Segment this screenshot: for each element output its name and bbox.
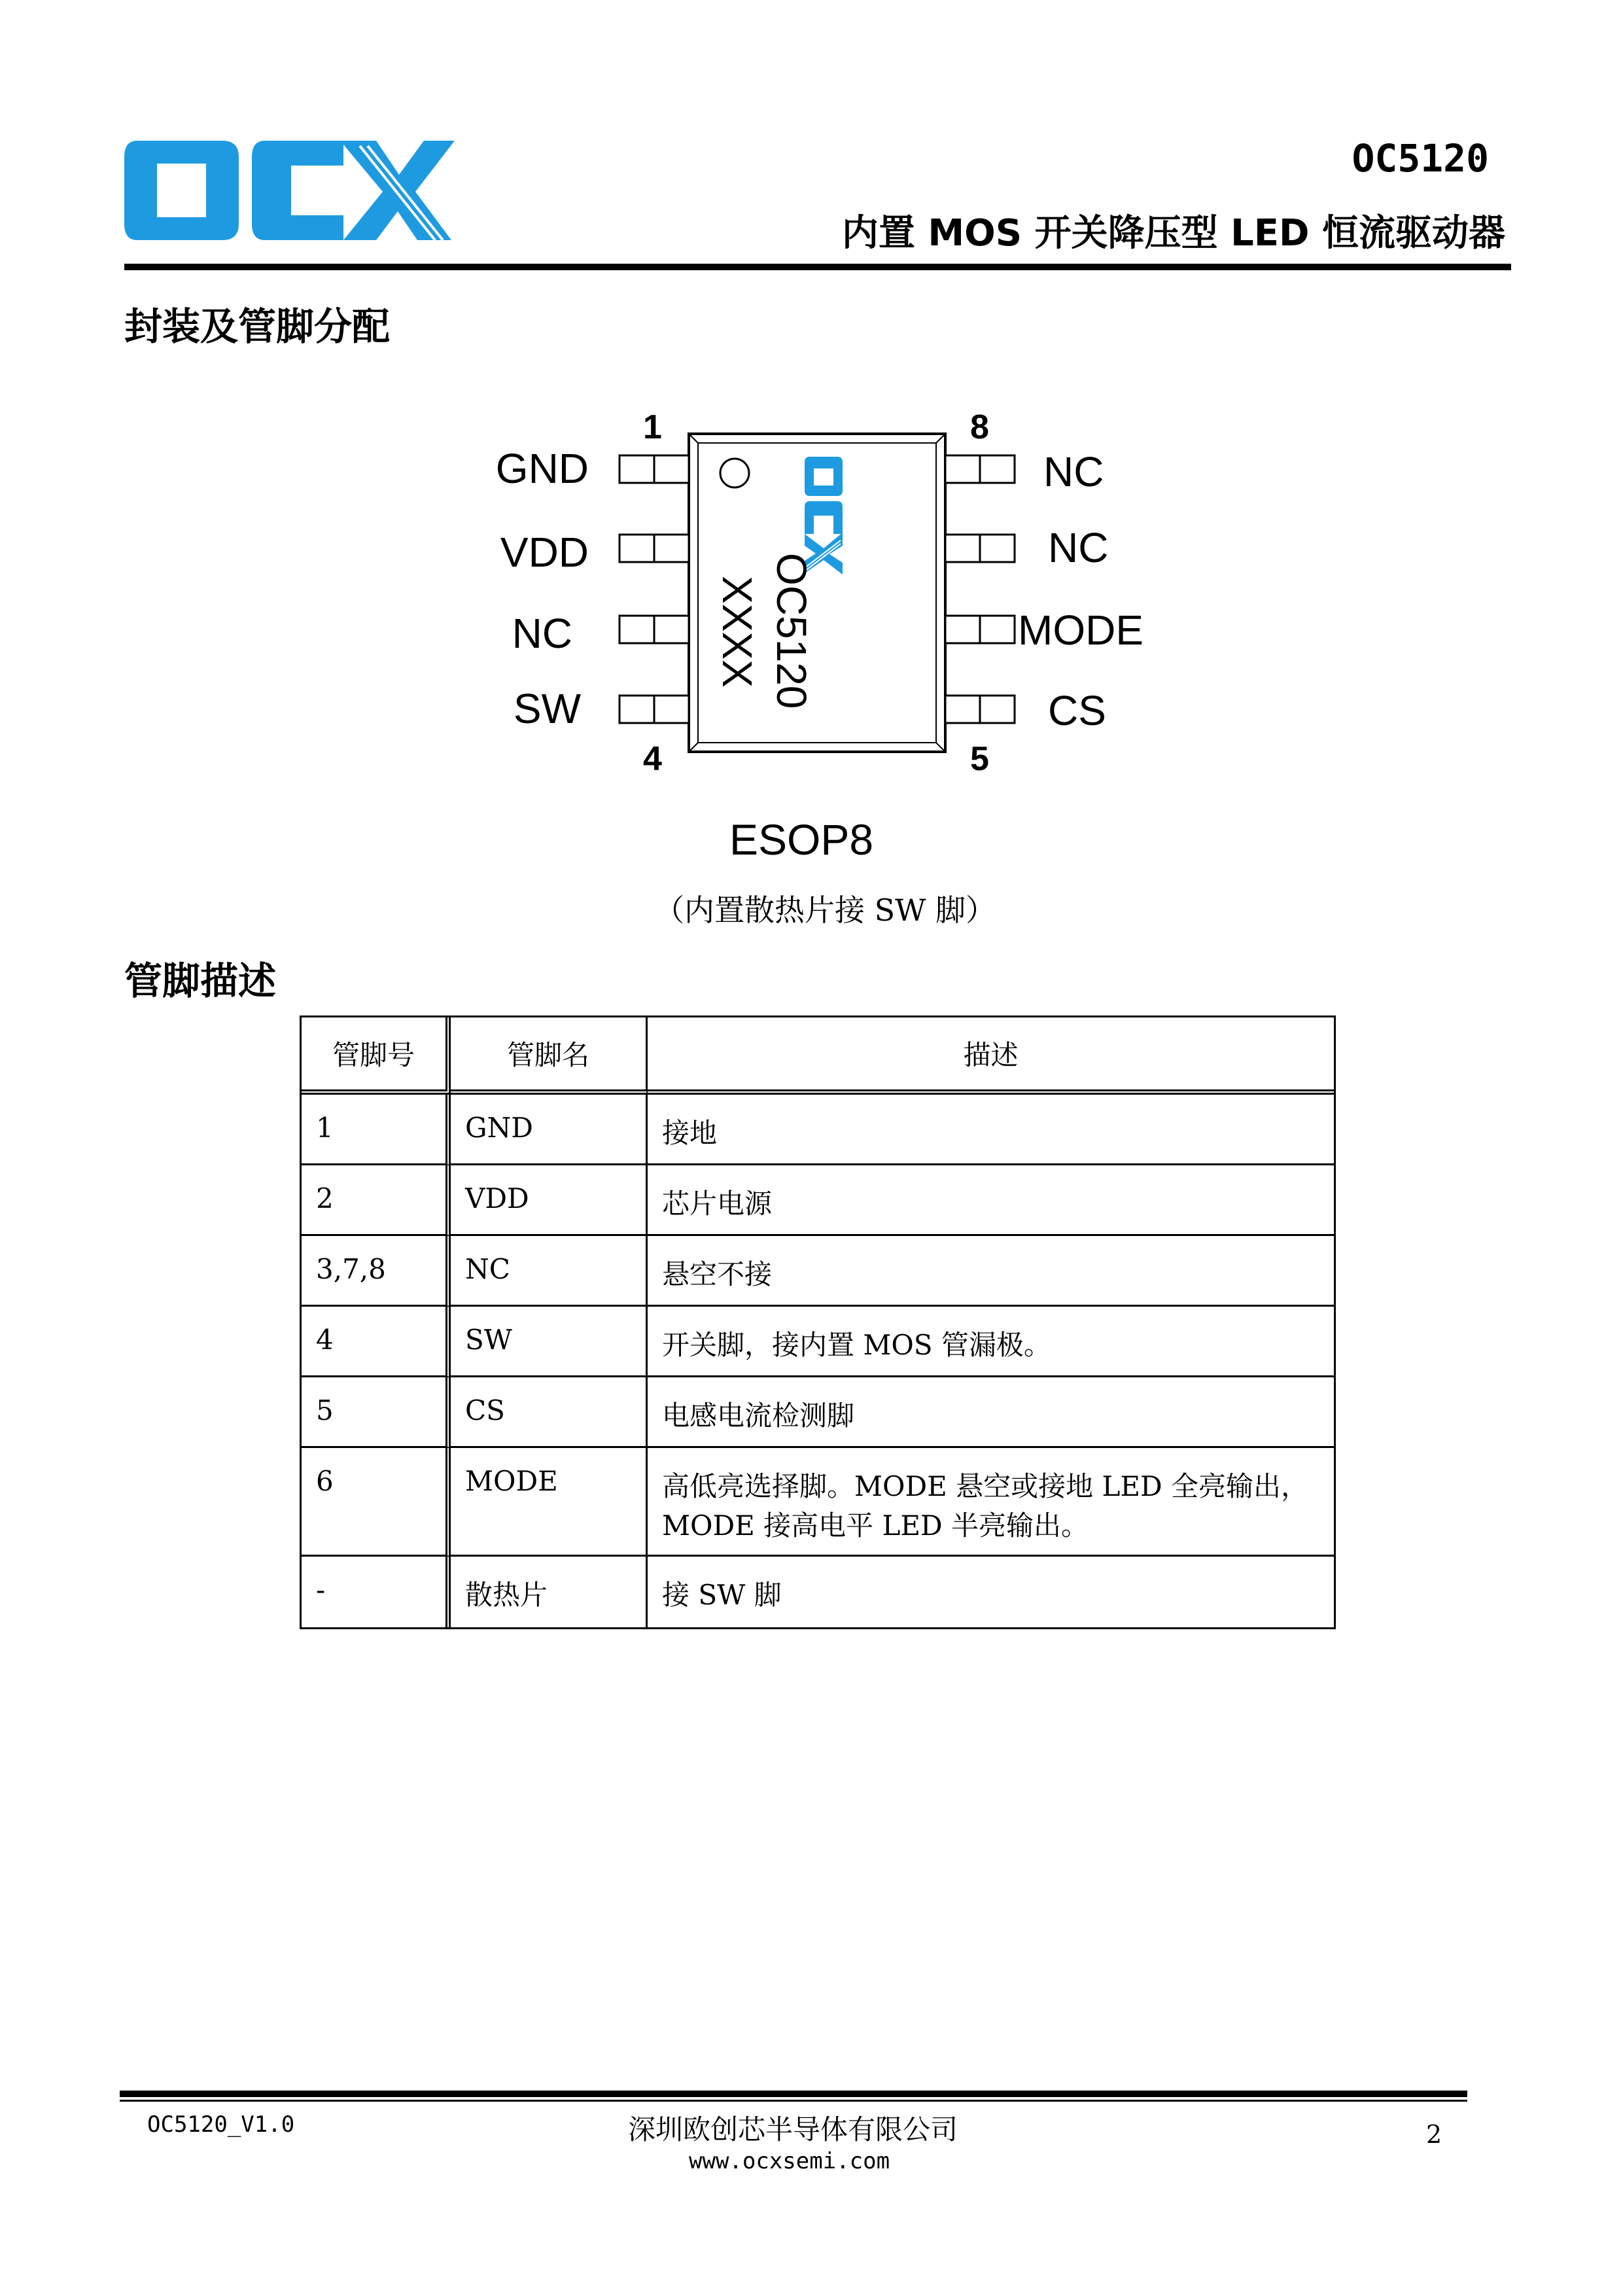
table-row [302, 1165, 1334, 1236]
column-header-description: 描述 [648, 1017, 1334, 1095]
pin-label-vdd: VDD [500, 529, 589, 576]
pin-name-cell: MODE [451, 1448, 648, 1557]
pin-diagram [0, 0, 1623, 949]
table-row [302, 1236, 1334, 1307]
pin-description-cell: 电感电流检测脚 [648, 1377, 1334, 1448]
pin-number-1: 1 [643, 408, 662, 446]
pin-number-4: 4 [643, 740, 662, 778]
description-line-2: MODE 接高电平 LED 半亮输出。 [662, 1510, 1089, 1542]
document-version: OC5120_V1.0 [147, 2111, 295, 2138]
right-pin-leads [945, 455, 1015, 723]
pin-number-cell: 5 [302, 1377, 451, 1448]
pin-name-cell: NC [451, 1236, 648, 1307]
section-title-package: 封装及管脚分配 [124, 304, 391, 349]
chip-marking-part: OC5120 [768, 553, 815, 709]
pin-number-cell: 3,7,8 [302, 1236, 451, 1307]
table-header-row [302, 1017, 1334, 1095]
pin-number-cell: 4 [302, 1307, 451, 1377]
pin-description-cell: 接地 [648, 1095, 1334, 1165]
pin-number-cell: - [302, 1557, 451, 1627]
pin-number-cell: 2 [302, 1165, 451, 1236]
footer-rule-thin [120, 2100, 1467, 2102]
pin-description-cell: 开关脚，接内置 MOS 管漏极。 [648, 1307, 1334, 1377]
section-title-pins: 管脚描述 [124, 959, 277, 1003]
pin-label-mode: MODE [1018, 607, 1143, 654]
page-number: 2 [1426, 2120, 1442, 2149]
company-website: www.ocxsemi.com [689, 2148, 890, 2174]
pin-label-nc-7: NC [1048, 524, 1109, 571]
footer-rule [120, 2091, 1467, 2097]
table-row [302, 1307, 1334, 1377]
pin-label-gnd: GND [495, 445, 589, 492]
pin-name-cell: CS [451, 1377, 648, 1448]
pin-label-sw: SW [513, 685, 581, 732]
description-line-1: 高低亮选择脚。MODE 悬空或接地 LED 全亮输出， [662, 1470, 1309, 1502]
pin-number-cell: 1 [302, 1095, 451, 1165]
package-note: （内置散热片接 SW 脚） [654, 892, 996, 928]
pin-description-cell: 接 SW 脚 [662, 1579, 782, 1611]
pin-number-cell: 6 [302, 1448, 451, 1557]
package-name: ESOP8 [729, 815, 874, 864]
document-title: 内置 MOS 开关降压型 LED 恒流驱动器 [841, 212, 1505, 255]
pin-description-cell: 悬空不接 [648, 1236, 1334, 1307]
company-name: 深圳欧创芯半导体有限公司 [628, 2113, 958, 2146]
table-row [302, 1377, 1334, 1448]
pin-description-cell: 芯片电源 [648, 1165, 1334, 1236]
column-header-pin-name: 管脚名 [451, 1017, 648, 1095]
table-row [302, 1095, 1334, 1165]
pin-label-nc-left: NC [512, 610, 572, 657]
logo-text: OCX [124, 134, 126, 135]
pin-name-cell: 散热片 [451, 1557, 648, 1627]
pin-name-cell: GND [451, 1095, 648, 1165]
column-header-pin-number: 管脚号 [302, 1017, 451, 1095]
pin-number-5: 5 [970, 740, 989, 778]
chip-marking-lot: XXXX [714, 576, 761, 688]
pin-description-table [300, 1016, 1336, 1629]
pin-description-cell [648, 1448, 1334, 1557]
pin-label-nc-8: NC [1043, 448, 1104, 495]
pin-label-cs: CS [1048, 687, 1106, 734]
table-row [302, 1557, 1334, 1627]
pin-name-cell: SW [451, 1307, 648, 1377]
document-id: OC5120 [1352, 136, 1489, 181]
pin-name-cell: VDD [451, 1165, 648, 1236]
table-row [302, 1448, 1334, 1557]
left-pin-leads [620, 455, 689, 723]
pin-number-8: 8 [970, 408, 989, 446]
